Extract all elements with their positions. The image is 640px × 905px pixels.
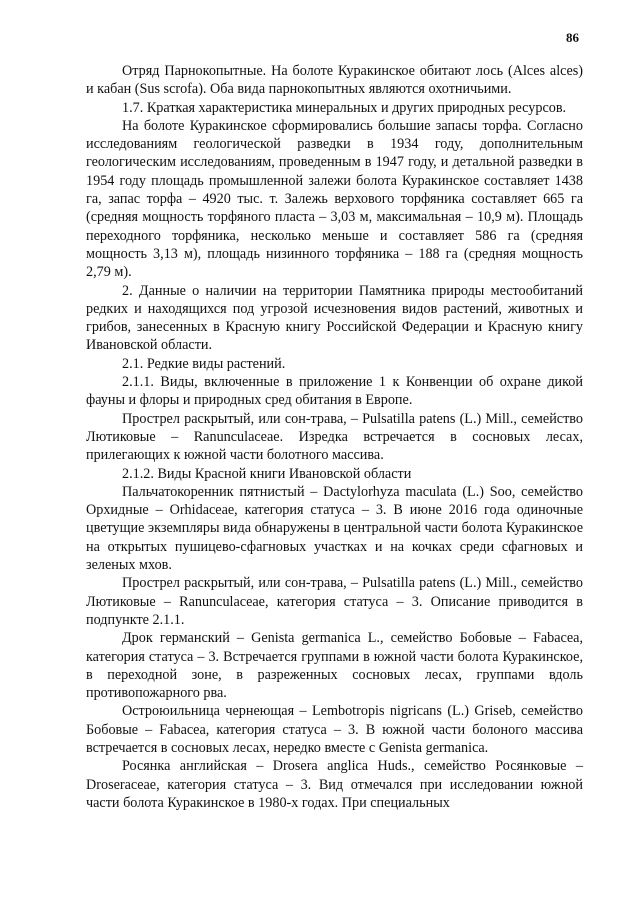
- paragraph-pulsatilla-status: Прострел раскрытый, или сон-трава, – Pulsatilla patens (L.) Mill., семейство Лютиковые – Ranunculaceae, категория статуса – 3. Описание приводится в подпункте 2.1.1.: [86, 575, 583, 628]
- document-body: [86, 62, 583, 812]
- paragraph-artiodactyls: Отряд Парнокопытные. На болоте Куракинское обитают лось (Alces alces) и кабан (Sus scrofa). Оба вида парнокопытных являются охотничьими.: [86, 63, 583, 98]
- section-heading-1-7: 1.7. Краткая характеристика минеральных и других природных ресурсов.: [122, 99, 567, 116]
- paragraph-peat-reserves: На болоте Куракинское сформировались большие запасы торфа. Согласно исследованиям геологической разведки в 1934 году, дополнительным геологическим исследованиям, проведенным в 1947 году, и детальной разведки в 1954 году площадь промышленной залежи болота Куракинское составляет 1438 га, запас торфа – 4920 тыс. т. Залежь верхового торфяника составляет 665 га (средняя мощность торфяного пласта – 3,03 м, максимальная – 10,9 м). Площадь переходного торфяника, несколько меньше и составляет 586 га (средняя мощность 3,13 м), площадь низинного торфяника – 188 га (средняя мощность 2,79 м).: [86, 117, 583, 281]
- paragraph-pulsatilla: Прострел раскрытый, или сон-трава, – Pulsatilla patens (L.) Mill., семейство Лютиковые – Ranunculaceae. Изредка встречается в сосновых лесах, прилегающих к южной части болотного массива.: [86, 410, 583, 464]
- page-number: 86: [566, 30, 579, 45]
- paragraph-drosera: Росянка английская – Drosera anglica Huds., семейство Росянковые – Droseraceae, категория статуса – 3. Вид отмечался при исследовании южной части болота Куракинское в 1980-х годах. При специальных: [86, 758, 583, 811]
- section-heading-2-1: 2.1. Редкие виды растений.: [122, 355, 286, 372]
- paragraph-genista: Дрок германский – Genista germanica L., семейство Бобовые – Fabacea, категория статуса – 3. Встречается группами в южной части болота Куракинское, в переходной зоне, в разреженных сосновых лесах, группами вдоль противопожарного рва.: [86, 630, 583, 702]
- section-heading-2-1-2: 2.1.2. Виды Красной книги Ивановской области: [122, 465, 412, 482]
- section-heading-2-1-1: 2.1.1. Виды, включенные в приложение 1 к Конвенции об охране дикой фауны и флоры и природных сред обитания в Европе.: [86, 374, 583, 409]
- section-heading-2: 2. Данные о наличии на территории Памятника природы местообитаний редких и находящихся под угрозой исчезновения видов растений, животных и грибов, занесенных в Красную книгу Российской Федерации и Красную книгу Ивановской области.: [86, 282, 583, 354]
- paragraph-lembotropis: Остроюильница чернеющая – Lembotropis nigricans (L.) Griseb, семейство Бобовые – Fabacea, категория статуса – 3. В южной части болоного массива встречается в сосновых лесах, нередко вместе с Genista germanica.: [86, 703, 583, 756]
- paragraph-dactylorhyza: Пальчатокоренник пятнистый – Dactylorhyza maculata (L.) Soo, семейство Орхидные – Orhidaceae, категория статуса – 3. В июне 2016 года одиночные цветущие экземпляры вида обнаружены в центральной части болота Куракинское на открытых пушицево-сфагновых участках и на кочках среди сфагновых и зеленых мхов.: [86, 483, 583, 574]
